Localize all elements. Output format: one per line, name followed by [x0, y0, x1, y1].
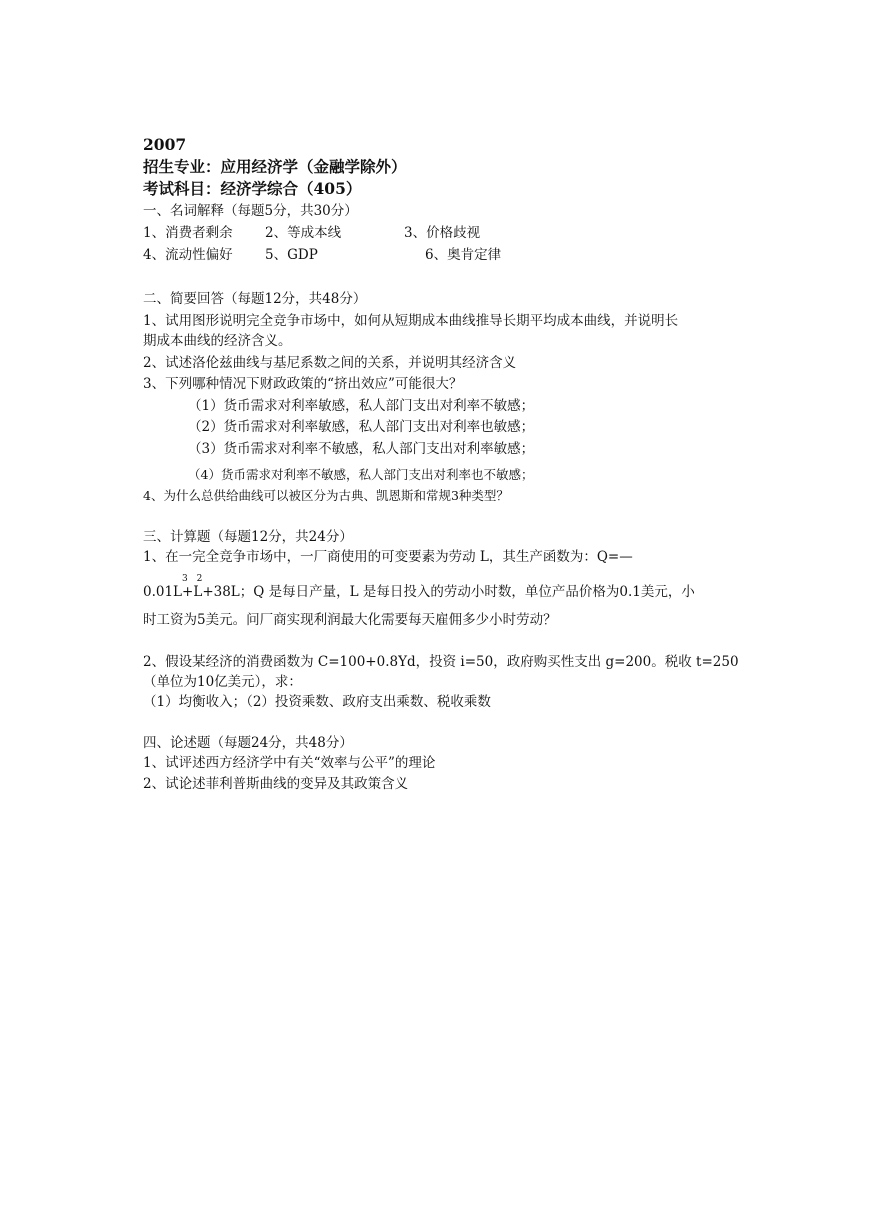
section1-title: 一、名词解释（每题5分，共30分） [143, 203, 358, 219]
s2-q1-line2: 期成本曲线的经济含义。 [143, 333, 292, 349]
term-item: 1、消费者剩余 [143, 225, 233, 241]
term-item: 5、GDP [265, 247, 318, 263]
s2-q3-option: （2）货币需求对利率敏感，私人部门支出对利率也敏感； [188, 419, 535, 435]
s2-q3-option: （1）货币需求对利率敏感，私人部门支出对利率不敏感； [188, 398, 535, 414]
exam-major: 招生专业：应用经济学（金融学除外） [143, 157, 407, 176]
term-item: 2、等成本线 [265, 225, 342, 241]
s2-q2: 2、试述洛伦兹曲线与基尼系数之间的关系，并说明其经济含义 [143, 355, 517, 371]
section4-title: 四、论述题（每题24分，共48分） [143, 735, 353, 751]
exam-year: 2007 [143, 135, 187, 154]
section2-title: 二、简要回答（每题12分，共48分） [143, 291, 367, 307]
term-item: 4、流动性偏好 [143, 247, 233, 263]
exam-subject: 考试科目：经济学综合（405） [143, 179, 362, 198]
s3-q1-term-a: 0.01L [143, 584, 183, 600]
s2-q3: 3、下列哪种情况下财政政策的“挤出效应”可能很大？ [143, 376, 463, 392]
s2-q4: 4、为什么总供给曲线可以被区分为古典、凯恩斯和常规3种类型？ [143, 488, 509, 503]
s3-q1-exponent-3: 3 [182, 574, 188, 584]
s3-q2-line2: （单位为10亿美元），求： [143, 674, 302, 690]
s3-q1-term-c: +38L；Q 是每日产量，L 是每日投入的劳动小时数，单位产品价格为0.1美元，小 [202, 584, 695, 600]
section3-title: 三、计算题（每题12分，共24分） [143, 529, 353, 545]
s2-q1-line1: 1、试用图形说明完全竞争市场中，如何从短期成本曲线推导长期平均成本曲线，并说明长 [143, 313, 679, 329]
s2-q3-option: （3）货币需求对利率不敏感，私人部门支出对利率敏感； [188, 441, 535, 457]
s4-q1: 1、试评述西方经济学中有关“效率与公平”的理论 [143, 755, 436, 771]
s4-q2: 2、试论述菲利普斯曲线的变异及其政策含义 [143, 776, 409, 792]
s3-q1-term-b: +L [182, 584, 203, 600]
s3-q1-term-b-wrap [182, 574, 203, 600]
term-item: 6、奥肯定律 [425, 247, 502, 263]
s3-q2-line1: 2、假设某经济的消费函数为 C=100+0.8Yd，投资 i=50，政府购买性支出 g=200。税收 t=250 [143, 654, 739, 670]
s3-q1-line2 [143, 574, 695, 601]
s2-q3-option: （4）货币需求对利率不敏感，私人部门支出对利率也不敏感； [188, 467, 534, 482]
s3-q2-line3: （1）均衡收入；（2）投资乘数、政府支出乘数、税收乘数 [143, 694, 491, 710]
s3-q1-line3: 时工资为5美元。问厂商实现利润最大化需要每天雇佣多少小时劳动？ [143, 612, 557, 628]
s3-q1-line1: 1、在一完全竞争市场中，一厂商使用的可变要素为劳动 L，其生产函数为：Q=— [143, 549, 633, 565]
term-item: 3、价格歧视 [404, 225, 481, 241]
s3-q1-exponent-2: 2 [196, 574, 203, 584]
